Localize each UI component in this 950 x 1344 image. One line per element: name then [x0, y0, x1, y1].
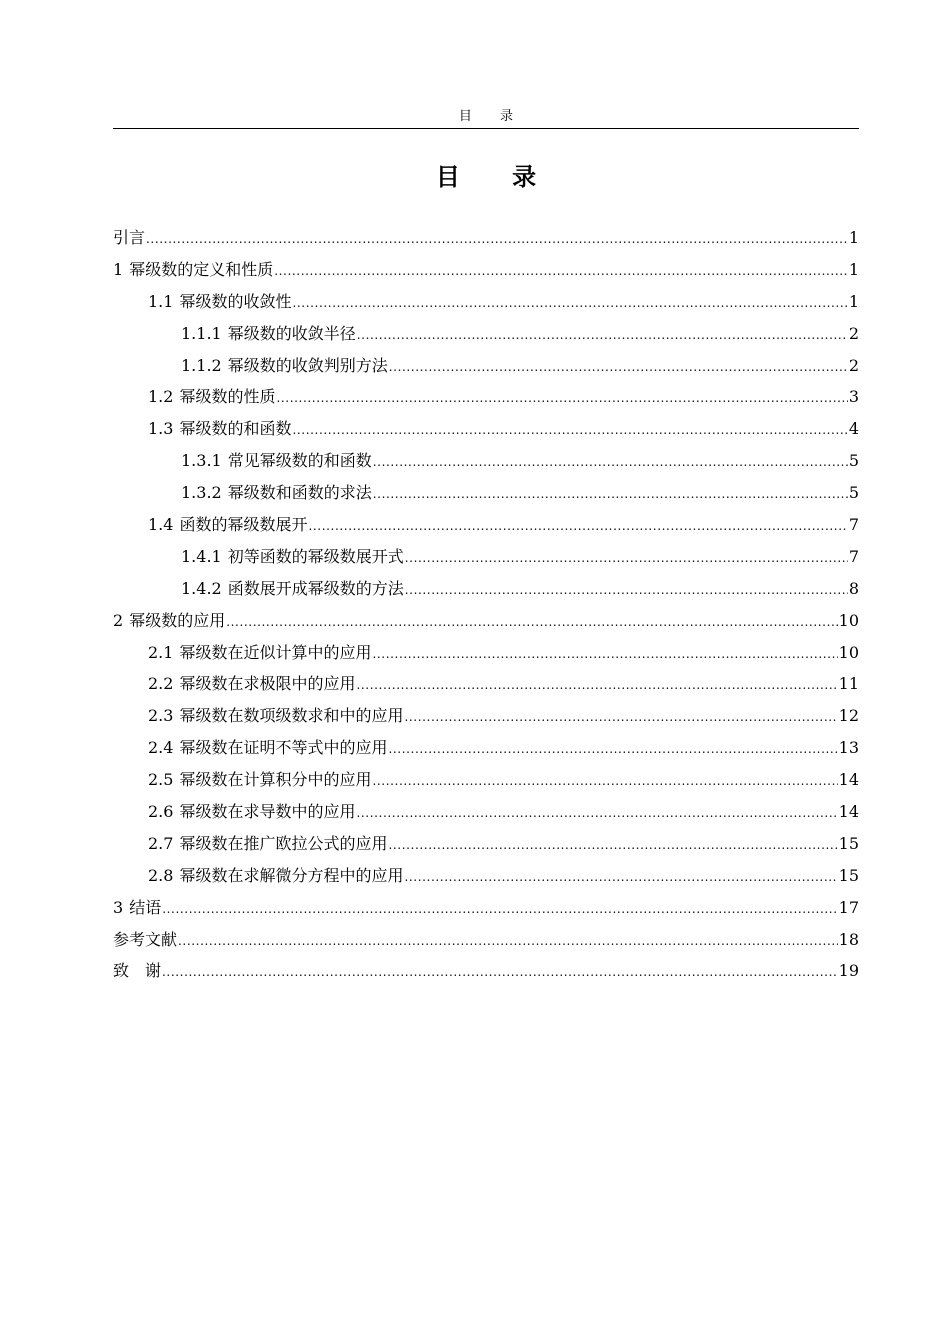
- toc-leader-dots: [372, 766, 837, 798]
- toc-entry-heading: [148, 796, 355, 828]
- toc-leader-dots: [405, 543, 848, 575]
- toc-entry-page: 1: [848, 259, 859, 279]
- toc-entry-title: 常见幂级数的和函数: [227, 451, 372, 471]
- toc-entry-page: 14: [838, 770, 859, 790]
- toc-entry-title: 幂级数在数项级数求和中的应用: [179, 706, 404, 726]
- toc-leader-dots: [405, 575, 848, 607]
- toc-entry-heading: [148, 381, 275, 413]
- toc-entry-heading: [148, 668, 355, 700]
- toc-entry-title: 幂级数在计算积分中的应用: [179, 770, 372, 790]
- toc-entry-page: 10: [838, 642, 859, 662]
- toc-entry-title: 函数的幂级数展开: [179, 515, 308, 535]
- toc-entry-number: 1.1: [148, 291, 174, 311]
- toc-entry-number: 2.7: [148, 833, 174, 853]
- toc-entry[interactable]: [113, 445, 859, 477]
- toc-entry-heading: [181, 445, 372, 477]
- toc-entry-page: 8: [848, 578, 859, 598]
- toc-entry-heading: [181, 477, 372, 509]
- header-rule: [113, 128, 859, 129]
- toc-entry-heading: [181, 573, 404, 605]
- toc-entry[interactable]: [113, 892, 859, 924]
- toc-entry[interactable]: [113, 254, 859, 286]
- toc-entry-page: 2: [848, 323, 859, 343]
- toc-entry-page: 4: [848, 419, 859, 439]
- toc-entry-number: 2.5: [148, 770, 174, 790]
- toc-entry-page: 12: [838, 706, 859, 726]
- toc-leader-dots: [388, 830, 837, 862]
- toc-leader-dots: [292, 288, 847, 320]
- toc-entry-heading: [148, 860, 403, 892]
- toc-entry-page: 18: [838, 929, 859, 949]
- toc-entry-heading: [148, 700, 403, 732]
- toc-entry[interactable]: [113, 413, 859, 445]
- toc-entry[interactable]: [113, 509, 859, 541]
- toc-entry[interactable]: [113, 477, 859, 509]
- toc-leader-dots: [226, 607, 837, 639]
- toc-entry-title: 幂级数在证明不等式中的应用: [179, 738, 388, 758]
- toc-entry-number: 2.4: [148, 738, 174, 758]
- toc-entry-title: 幂级数的收敛半径: [227, 323, 356, 343]
- toc-entry-heading: [181, 541, 404, 573]
- toc-entry-page: 13: [838, 738, 859, 758]
- toc-entry-number: 2.2: [148, 674, 174, 694]
- toc-leader-dots: [389, 352, 848, 384]
- toc-entry-number: 2: [113, 610, 124, 630]
- toc-entry-page: 7: [848, 515, 859, 535]
- toc-entry-heading: [181, 350, 388, 382]
- toc-entry-number: 1: [113, 259, 124, 279]
- toc-leader-dots: [404, 702, 837, 734]
- toc-list: [113, 222, 859, 987]
- toc-entry[interactable]: [113, 860, 859, 892]
- toc-entry-number: 3: [113, 897, 124, 917]
- toc-entry[interactable]: [113, 381, 859, 413]
- toc-entry-number: 1.3.2: [181, 483, 222, 503]
- toc-entry-number: 1.4.2: [181, 578, 222, 598]
- toc-entry-heading: [148, 286, 291, 318]
- toc-entry-title: 初等函数的幂级数展开式: [227, 546, 404, 566]
- toc-entry-title: 结语: [129, 897, 162, 917]
- toc-entry[interactable]: [113, 637, 859, 669]
- toc-entry-title: 函数展开成幂级数的方法: [227, 578, 404, 598]
- toc-entry-heading: [113, 254, 273, 286]
- toc-entry-number: 1.4: [148, 515, 174, 535]
- toc-entry[interactable]: [113, 318, 859, 350]
- toc-entry-page: 15: [838, 865, 859, 885]
- toc-entry-title: 引言: [113, 228, 146, 247]
- toc-entry-number: 1.3: [148, 419, 174, 439]
- toc-entry-title: 幂级数的应用: [129, 610, 226, 630]
- toc-entry-title: 幂级数在近似计算中的应用: [179, 642, 372, 662]
- toc-entry[interactable]: [113, 924, 859, 956]
- toc-leader-dots: [372, 639, 837, 671]
- toc-entry-heading: [148, 637, 371, 669]
- toc-entry[interactable]: [113, 668, 859, 700]
- toc-leader-dots: [276, 383, 847, 415]
- toc-leader-dots: [373, 479, 848, 511]
- toc-entry-title: 致 谢: [113, 961, 162, 981]
- toc-leader-dots: [308, 511, 847, 543]
- toc-entry-heading: [148, 828, 387, 860]
- toc-leader-dots: [373, 447, 848, 479]
- toc-entry-page: 11: [838, 674, 859, 694]
- toc-entry-title: 幂级数的性质: [179, 387, 276, 407]
- toc-entry[interactable]: [113, 350, 859, 382]
- toc-leader-dots: [146, 224, 848, 256]
- toc-leader-dots: [274, 256, 848, 288]
- toc-leader-dots: [356, 798, 837, 830]
- toc-entry-page: 10: [838, 610, 859, 630]
- toc-entry[interactable]: [113, 222, 859, 254]
- toc-entry-title: 幂级数在推广欧拉公式的应用: [179, 833, 388, 853]
- toc-entry-title: 幂级数和函数的求法: [227, 483, 372, 503]
- toc-leader-dots: [292, 415, 847, 447]
- toc-entry-page: 5: [848, 451, 859, 471]
- toc-entry-number: 2.1: [148, 642, 174, 662]
- toc-entry-number: 1.1.1: [181, 323, 222, 343]
- toc-entry[interactable]: [113, 764, 859, 796]
- toc-entry-number: 2.3: [148, 706, 174, 726]
- toc-entry[interactable]: [113, 700, 859, 732]
- toc-entry-heading: [148, 732, 387, 764]
- toc-entry-title: 幂级数在求解微分方程中的应用: [179, 865, 404, 885]
- running-header: 目 录: [458, 109, 526, 124]
- toc-entry-heading: [113, 222, 145, 254]
- toc-leader-dots: [404, 862, 837, 894]
- toc-entry-page: 15: [838, 833, 859, 853]
- page-title: 目 录: [435, 163, 559, 191]
- toc-leader-dots: [357, 320, 848, 352]
- toc-entry-heading: [181, 318, 356, 350]
- toc-entry-page: 7: [848, 546, 859, 566]
- toc-entry-number: 1.4.1: [181, 546, 222, 566]
- toc-entry-heading: [148, 413, 291, 445]
- toc-leader-dots: [162, 894, 837, 926]
- toc-entry-title: 幂级数的和函数: [179, 419, 292, 439]
- toc-entry-title: 幂级数在求导数中的应用: [179, 802, 356, 822]
- toc-entry-title: 幂级数的定义和性质: [129, 259, 274, 279]
- toc-entry[interactable]: [113, 828, 859, 860]
- toc-entry-number: 2.8: [148, 865, 174, 885]
- toc-entry[interactable]: [113, 796, 859, 828]
- toc-entry-heading: [113, 924, 177, 956]
- toc-entry-page: 14: [838, 802, 859, 822]
- toc-entry-page: 2: [848, 355, 859, 375]
- toc-entry-heading: [113, 605, 225, 637]
- toc-entry-number: 1.2: [148, 387, 174, 407]
- toc-entry-page: 3: [848, 387, 859, 407]
- toc-entry-heading: [148, 509, 307, 541]
- toc-entry[interactable]: [113, 286, 859, 318]
- toc-leader-dots: [356, 670, 837, 702]
- toc-entry-page: 19: [838, 961, 859, 981]
- toc-entry-heading: [148, 764, 371, 796]
- toc-entry[interactable]: [113, 732, 859, 764]
- toc-entry-number: 1.3.1: [181, 451, 222, 471]
- toc-entry-number: 1.1.2: [181, 355, 222, 375]
- toc-entry[interactable]: [113, 955, 859, 987]
- toc-entry-page: 5: [848, 483, 859, 503]
- toc-entry-title: 幂级数在求极限中的应用: [179, 674, 356, 694]
- toc-leader-dots: [388, 734, 837, 766]
- toc-entry-heading: [113, 892, 161, 924]
- toc-entry-title: 参考文献: [113, 929, 178, 949]
- toc-entry-heading: [113, 955, 161, 987]
- toc-entry-page: 1: [848, 291, 859, 311]
- toc-entry-page: 1: [848, 228, 859, 247]
- toc-entry[interactable]: [113, 605, 859, 637]
- toc-entry[interactable]: [113, 541, 859, 573]
- toc-leader-dots: [162, 957, 838, 989]
- toc-entry[interactable]: [113, 573, 859, 605]
- toc-entry-title: 幂级数的收敛性: [179, 291, 292, 311]
- toc-entry-page: 17: [838, 897, 859, 917]
- toc-entry-title: 幂级数的收敛判别方法: [227, 355, 388, 375]
- toc-leader-dots: [178, 926, 838, 958]
- toc-entry-number: 2.6: [148, 802, 174, 822]
